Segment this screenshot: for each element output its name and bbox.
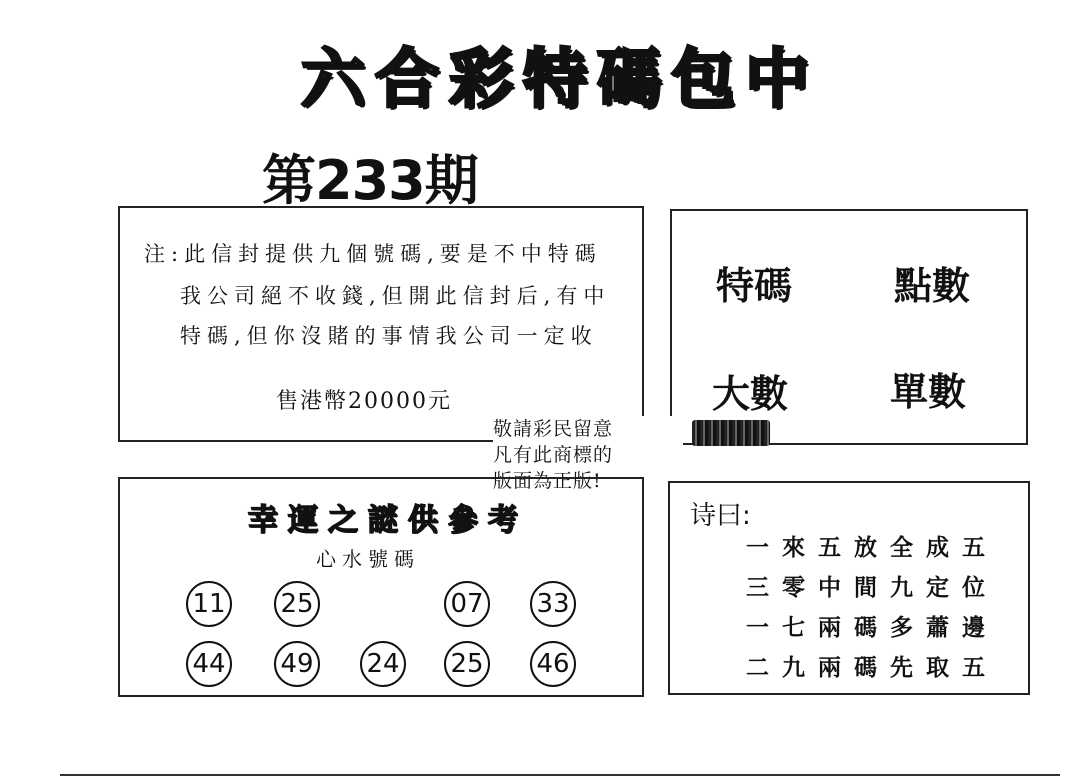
category-points: 點數 [894,264,971,308]
lucky-numbers-panel [118,477,644,697]
notice-line: 版面為正版! [493,470,602,492]
bottom-rule [60,774,1060,776]
lucky-title: 幸運之謎供參考 [248,503,528,538]
price-text: 售港幣20000元 [276,389,452,414]
note-line: 注:此信封提供九個號碼,要是不中特碼 [144,242,602,266]
note-line: 我公司絕不收錢,但開此信封后,有中 [180,284,611,308]
number-ball: 25 [274,581,320,627]
notice-line: 凡有此商標的 [493,444,614,466]
poem-line: 一七兩碼多蕭邊 [746,614,998,641]
number-ball: 07 [444,581,490,627]
notice-line: 敬請彩民留意 [493,418,614,440]
number-ball: 24 [360,641,406,687]
poem-line: 二九兩碼先取五 [746,654,998,681]
number-ball: 44 [186,641,232,687]
category-odd: 單數 [890,370,967,414]
poem-line: 三零中間九定位 [746,574,998,601]
lucky-subtitle: 心水號碼 [316,547,420,571]
poem-heading: 诗曰: [690,501,751,531]
poem-line: 一來五放全成五 [746,534,998,561]
number-ball: 25 [444,641,490,687]
note-panel [118,206,644,442]
number-ball: 46 [530,641,576,687]
number-ball: 11 [186,581,232,627]
category-special: 特碼 [716,264,793,308]
note-line: 特碼,但你沒賭的事情我公司一定收 [180,324,598,348]
page-title: 六合彩特碼包中 [301,42,819,117]
number-ball: 49 [274,641,320,687]
number-ball: 33 [530,581,576,627]
category-big: 大數 [712,372,789,416]
trademark-mark [692,420,770,446]
poem-panel [668,481,1030,695]
category-panel [670,209,1028,445]
issue-number: 第233期 [262,149,478,212]
